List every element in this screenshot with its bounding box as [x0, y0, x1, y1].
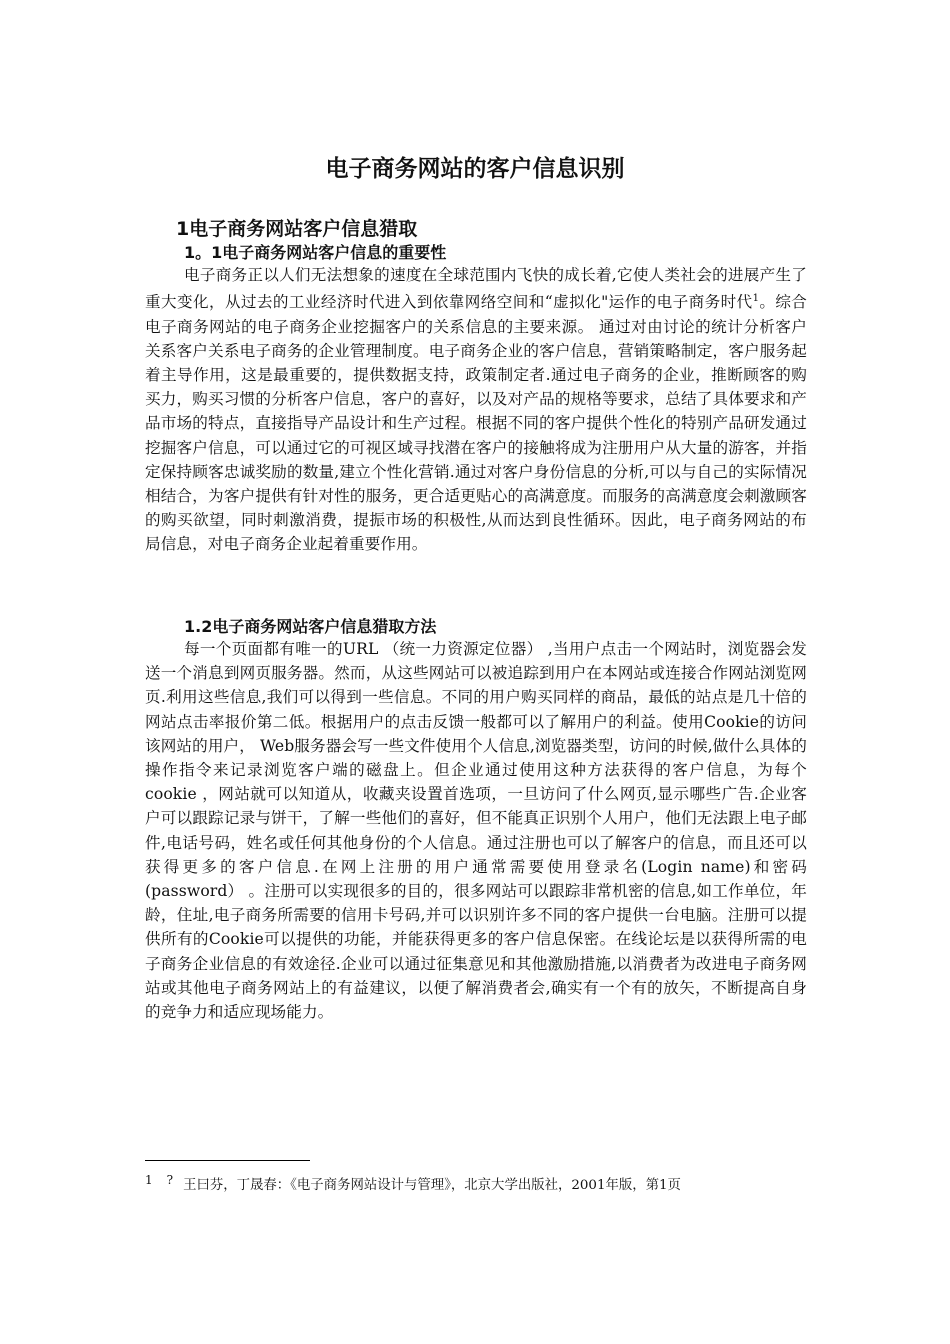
paragraph-methods: 每一个页面都有唯一的URL （统一力资源定位器） ,当用户点击一个网站时，浏览器会发送一个消息到网页服务器。然而，从这些网站可以被追踪到用户在本网站或连接合作网站浏览网页.利用这些信息,我们可以得到一些信息。不同的用户购买同样的商品，最低的站点是几十倍的网站点击率报价第二低。根据用户的点击反馈一般都可以了解用户的利益。使用Cookie的访问该网站的用户， Web服务器会写一些文件使用个人信息,浏览器类型，访问的时候,做什么具体的操作指令来记录浏览客户端的磁盘上。但企业通过使用这种方法获得的客户信息，为每个cookie ，网站就可以知道从，收藏夹设置首选项，一旦访问了什么网页,显示哪些广告.企业客户可以跟踪记录与饼干，了解一些他们的喜好，但不能真正识别个人用户，他们无法跟上电子邮件,电话号码，姓名或任何其他身份的个人信息。通过注册也可以了解客户的信息，而且还可以获得更多的客户信息.在网上注册的用户通常需要使用登录名(Login name)和密码(password） 。注册可以实现很多的目的，很多网站可以跟踪非常机密的信息,如工作单位，年龄，住址,电子商务所需要的信用卡号码,并可以识别许多不同的客户提供一台电脑。注册可以提供所有的Cookie可以提供的功能，并能获得更多的客户信息保密。在线论坛是以获得所需的电子商务企业信息的有效途径.企业可以通过征集意见和其他激励措施,以消费者为改进电子商务网站或其他电子商务网站上的有益建议，以便了解消费者会,确实有一个有的放矢，不断提高自身的竞争力和适应现场能力。 [145, 640, 807, 1022]
footnote-text: 王曰芬，丁晟春：《电子商务网站设计与管理》，北京大学出版社，2001年版，第1页 [183, 1178, 681, 1193]
footnote-reference: 1 [752, 293, 760, 305]
section-heading-1: 1电子商务网站客户信息猎取 [176, 218, 418, 240]
document-title: 电子商务网站的客户信息识别 [325, 156, 625, 182]
subsection-heading-1-1: 1。1电子商务网站客户信息的重要性 [184, 243, 447, 262]
footnote-separator [145, 1160, 310, 1161]
paragraph-text: 电子商务正以人们无法想象的速度在全球范围内飞快的成长着,它使人类社会的进展产生了重大变化，从过去的工业经济时代进入到依靠网络空间和“虚拟化"运作的电子商务时代 [145, 266, 807, 312]
footnote [145, 1167, 807, 1199]
footnote-mark: ? [166, 1173, 174, 1187]
subsection-heading-1-2: 1.2电子商务网站客户信息猎取方法 [184, 617, 437, 636]
paragraph-importance [145, 263, 807, 557]
footnote-number: 1 [145, 1173, 153, 1187]
paragraph-text-continued: 。综合电子商务网站的电子商务企业挖掘客户的关系信息的主要来源。 通过对由讨论的统计分析客户关系客户关系电子商务的企业管理制度。电子商务企业的客户信息，营销策略制定，客户服务起着主导作用，这是最重要的，提供数据支持，政策制定者.通过电子商务的企业，推断顾客的购买力，购买习惯的分析客户信息，客户的喜好，以及对产品的规格等要求，总结了具体要求和产品市场的特点，直接指导产品设计和生产过程。根据不同的客户提供个性化的特别产品研发通过挖掘客户信息，可以通过它的可视区域寻找潜在客户的接触将成为注册用户从大量的游客，并指定保持顾客忠诚奖励的数量,建立个性化营销.通过对客户身份信息的分析,可以与自己的实际情况相结合，为客户提供有针对性的服务，更合适更贴心的高满意度。而服务的高满意度会刺激顾客的购买欲望，同时刺激消费，提振市场的积极性,从而达到良性循环。因此，电子商务网站的布局信息，对电子商务企业起着重要作用。 [145, 293, 808, 554]
